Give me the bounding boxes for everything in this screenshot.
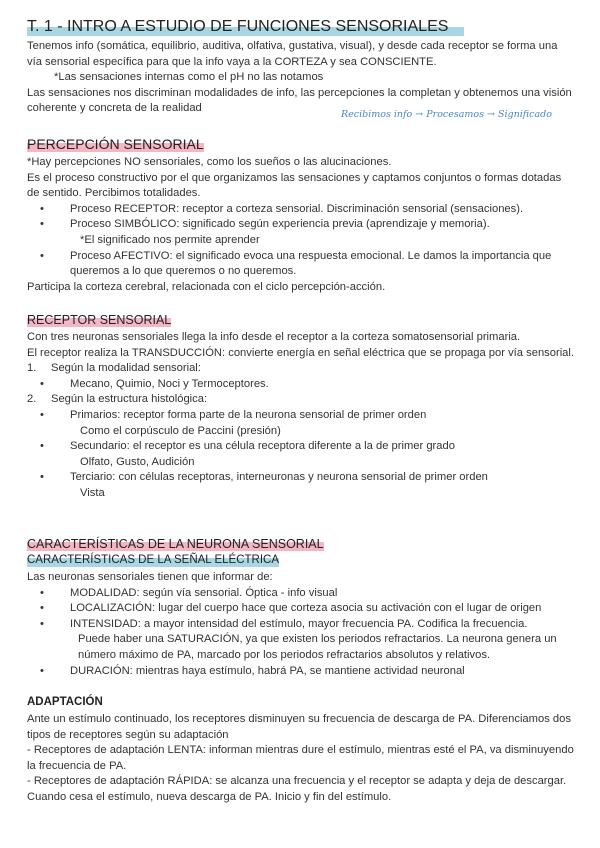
bullet-item: • Proceso RECEPTOR: receptor a corteza sensorial. Discriminación sensorial (sensaciones).	[27, 202, 575, 218]
caracteristicas-section	[27, 570, 575, 679]
intro-note: *Las sensaciones internas como el pH no las notamos	[54, 71, 324, 84]
paragraph: Participa la corteza cerebral, relacionada con el ciclo percepción-acción.	[27, 280, 386, 293]
numbered-item	[27, 361, 575, 377]
intro-paragraph: Las sensaciones nos discriminan modalidades de info, las percepciones la completan y obtenemos una visión coherente y concreta de la realidad	[27, 86, 572, 115]
bullet-note: Vista	[80, 486, 105, 499]
bullet-item: • Proceso SIMBÓLICO: significado según experiencia previa (aprendizaje y memoria).	[27, 217, 575, 233]
bullet-item: • Primarios: receptor forma parte de la neurona sensorial de primer orden	[27, 408, 575, 424]
paragraph: Es el proceso constructivo por el que organizamos las sensaciones y captamos conjuntos o formas dotadas de sentido. Percibimos totalidades.	[27, 171, 562, 200]
bullet-item: • INTENSIDAD: a mayor intensidad del estímulo, mayor frecuencia PA. Codifica la frecuencia.	[27, 617, 575, 633]
paragraph: Ante un estímulo continuado, los receptores disminuyen su frecuencia de descarga de PA. Diferenciamos dos tipos de receptores según su adaptación	[27, 713, 571, 741]
bullet-note: Como el corpúsculo de Paccini (presión)	[80, 424, 281, 437]
intro-paragraph: Tenemos info (somática, equilibrio, auditiva, olfativa, gustativa, visual), y desde cada receptor se forma una vía sensorial específica para que la info vaya a la CORTEZA y sea CONSCIENTE.	[27, 40, 558, 68]
paragraph: Las neuronas sensoriales tienen que informar de:	[27, 571, 273, 583]
item-text: Según la modalidad sensorial:	[51, 362, 201, 375]
bullet-note: *El significado nos permite aprender	[80, 233, 260, 246]
subheading-senal: CARACTERÍSTICAS DE LA SEÑAL ELÉCTRICA	[27, 554, 280, 566]
bullet-item: • Terciario: con células receptoras, interneuronas y neurona sensorial de primer orden	[27, 470, 575, 486]
bullet-note: Puede haber una SATURACIÓN, ya que existen los periodos refractarios. La neurona genera un número máximo de PA, marcado por los periodos refractarios absolutos y relativos.	[78, 633, 557, 661]
paragraph: - Receptores de adaptación RÁPIDA: se alcanza una frecuencia y el receptor se adapta y deja de descargar. Cuando cesa el estímulo, nueva descarga de PA. Inicio y fin del estímulo.	[27, 775, 567, 803]
bullet-item: • MODALIDAD: según vía sensorial. Óptica - info visual	[27, 586, 575, 602]
caracteristicas-subheading-block	[27, 553, 575, 569]
section-heading-caracteristicas: CARACTERÍSTICAS DE LA NEURONA SENSORIAL	[27, 537, 324, 551]
percepcion-heading-block	[27, 135, 575, 155]
bullet-item: • Mecano, Quimio, Noci y Termoceptores.	[27, 377, 575, 393]
numbered-item	[27, 392, 575, 408]
caracteristicas-heading-block	[27, 536, 575, 554]
page-title: T. 1 - INTRO A ESTUDIO DE FUNCIONES SENSORIALES	[27, 17, 448, 37]
bullet-item: • Secundario: el receptor es una célula receptora diferente a la de primer grado	[27, 439, 575, 455]
bullet-item: • DURACIÓN: mientras haya estímulo, habrá PA, se mantiene actividad neuronal	[27, 664, 575, 680]
subheading-adaptacion: ADAPTACIÓN	[27, 696, 103, 708]
percepcion-section	[27, 155, 575, 295]
paragraph: Con tres neuronas sensoriales llega la info desde el receptor a la corteza somatosensorial primaria.	[27, 331, 521, 343]
paragraph: El receptor realiza la TRANSDUCCIÓN: convierte energía en señal eléctrica que se propaga por vía sensorial.	[27, 346, 575, 359]
bullet-item: • LOCALIZACIÓN: lugar del cuerpo hace que corteza asocia su activación con el lugar de origen	[27, 601, 575, 617]
item-number: 1.	[27, 362, 37, 375]
adaptacion-heading-block	[27, 695, 575, 711]
receptor-heading-block	[27, 312, 575, 330]
section-heading-percepcion: PERCEPCIÓN SENSORIAL	[27, 136, 204, 152]
receptor-section	[27, 330, 575, 502]
bullet-note: Olfato, Gusto, Audición	[80, 455, 195, 468]
item-number: 2.	[27, 393, 37, 406]
paragraph: *Hay percepciones NO sensoriales, como los sueños o las alucinaciones.	[27, 156, 392, 168]
bullet-item: • Proceso AFECTIVO: el significado evoca una respuesta emocional. Le damos la importancia que queremos a lo que queremos o no queremos.	[27, 249, 575, 280]
paragraph: - Receptores de adaptación LENTA: informan mientras dure el estímulo, mientras esté el PA, va disminuyendo la frecuencia de PA.	[27, 744, 574, 772]
section-heading-receptor: RECEPTOR SENSORIAL	[27, 313, 172, 327]
item-text: Según la estructura histológica:	[51, 393, 208, 406]
handwritten-note: Recibimos info → Procesamos → Significado	[341, 109, 552, 120]
intro-block	[27, 39, 575, 117]
title-block	[27, 17, 575, 37]
adaptacion-section	[27, 712, 575, 806]
